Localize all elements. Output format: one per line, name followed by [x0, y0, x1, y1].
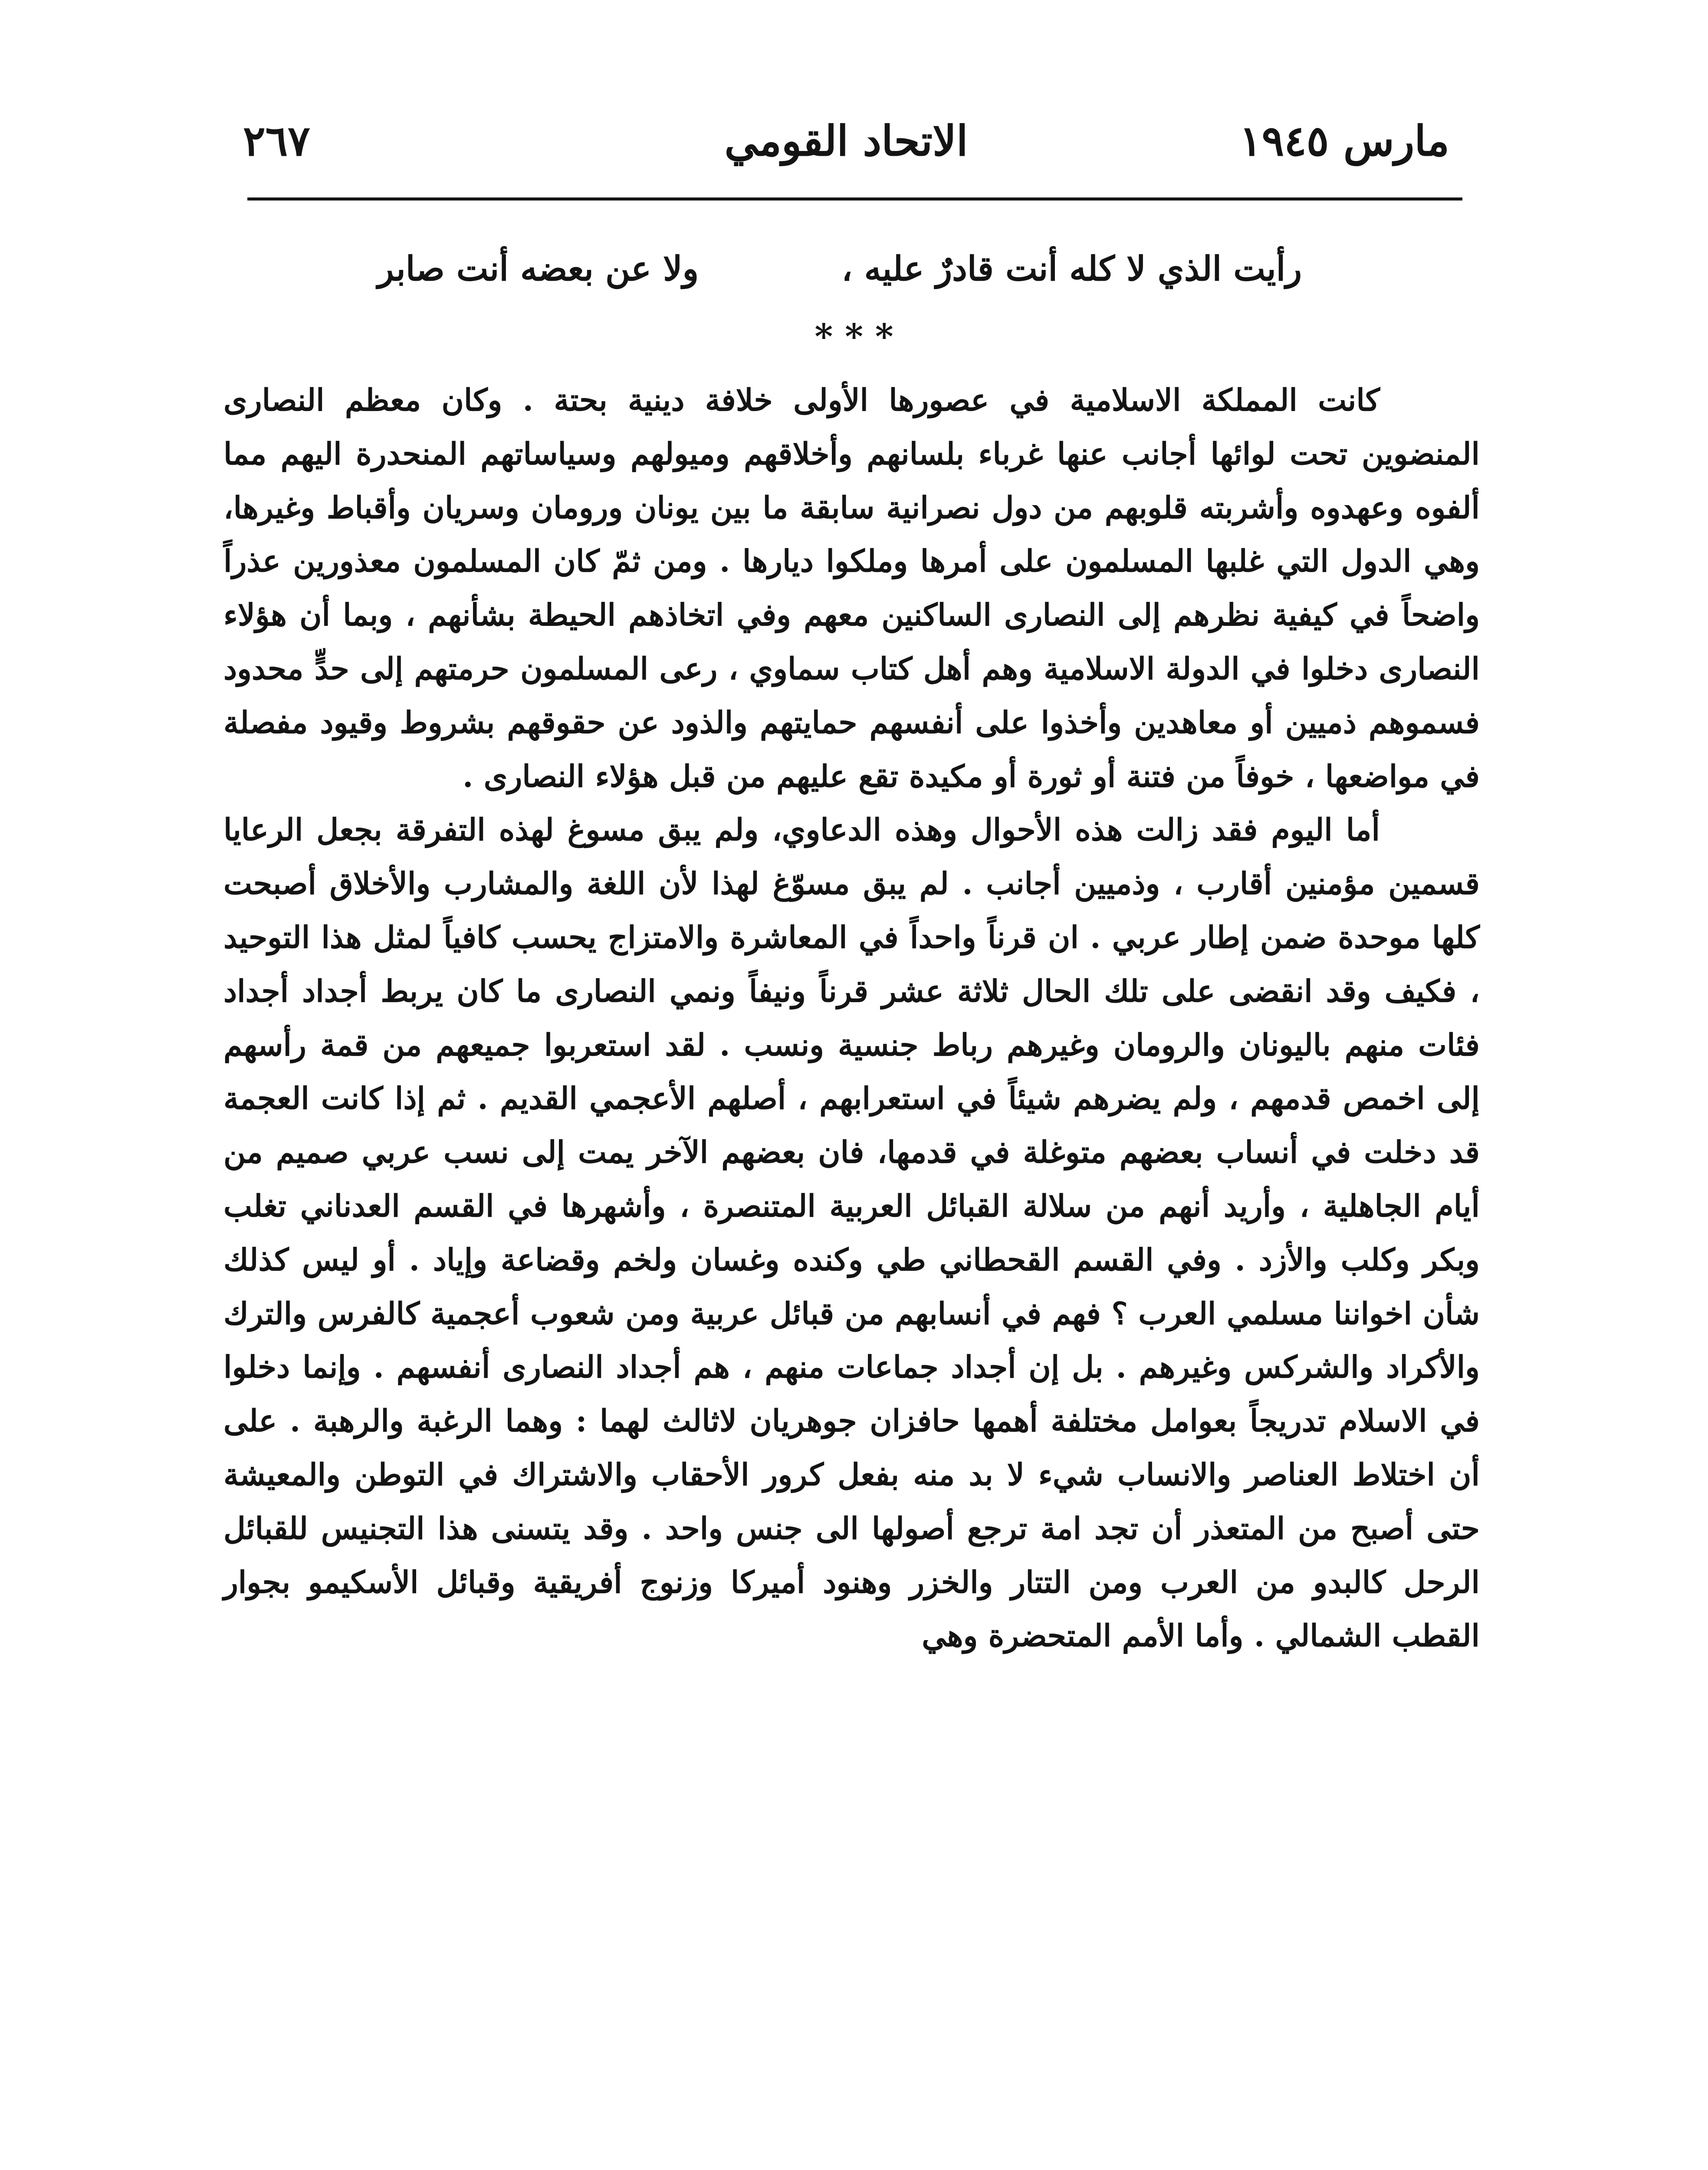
page-number: ٢٦٧ [243, 116, 310, 165]
article-body [223, 373, 1480, 1663]
verse-line [378, 237, 1302, 302]
header-rule [247, 197, 1462, 201]
paragraph: كانت المملكة الاسلامية في عصورها الأولى خلافة دينية بحتة . وكان معظم النصارى المنضوين تحت لوائها أجانب عنها غرباء بلسانهم وأخلاقهم وميولهم وسياساتهم المنحدرة اليهم مما ألفوه وعهدوه وأشربته قلوبهم من دول نصرانية سابقة ما بين يونان ورومان وسريان وأقباط وغيرها، وهي الدول التي غلبها المسلمون على أمرها وملكوا ديارها . ومن ثمّ كان المسلمون معذورين عذراً واضحاً في كيفية نظرهم إلى النصارى الساكنين معهم وفي اتخاذهم الحيطة بشأنهم ، وبما أن هؤلاء النصارى دخلوا في الدولة الاسلامية وهم أهل كتاب سماوي ، رعى المسلمون حرمتهم إلى حدٍّ محدود فسموهم ذميين أو معاهدين وأخذوا على أنفسهم حمايتهم والذود عن حقوقهم بشروط وقيود مفصلة في مواضعها ، خوفاً من فتنة أو ثورة أو مكيدة تقع عليهم من قبل هؤلاء النصارى . [223, 382, 1480, 794]
verse-hemistich-second: ولا عن بعضه أنت صابر [378, 249, 699, 289]
verse-hemistich-first: رأيت الذي لا كله أنت قادرٌ عليه ، [841, 249, 1302, 289]
journal-title: الاتحاد القومي [724, 116, 968, 165]
paragraph: أما اليوم فقد زالت هذه الأحوال وهذه الدعاوي، ولم يبق مسوغ لهذه التفرقة بجعل الرعايا قسمين مؤمنين أقارب ، وذميين أجانب . لم يبق مسوّغ لهذا لأن اللغة والمشارب والأخلاق أصبحت كلها موحدة ضمن إطار عربي . ان قرناً واحداً في المعاشرة والامتزاج يحسب كافياً لمثل هذا التوحيد ، فكيف وقد انقضى على تلك الحال ثلاثة عشر قرناً ونيفاً ونمي النصارى ما كان يربط أجداد أجداد فئات منهم باليونان والرومان وغيرهم رباط جنسية ونسب . لقد استعربوا جميعهم من قمة رأسهم إلى اخمص قدمهم ، ولم يضرهم شيئاً في استعرابهم ، أصلهم الأعجمي القديم . ثم إذا كانت العجمة قد دخلت في أنساب بعضهم متوغلة في قدمها، فان بعضهم الآخر يمت إلى نسب عربي صميم من أيام الجاهلية ، وأريد أنهم من سلالة القبائل العربية المتنصرة ، وأشهرها في القسم العدناني تغلب وبكر وكلب والأزد . وفي القسم القحطاني طي وكنده وغسان ولخم وقضاعة وإياد . أو ليس كذلك شأن اخواننا مسلمي العرب ؟ فهم في أنسابهم من قبائل عربية ومن شعوب أعجمية كالفرس والترك والأكراد والشركس وغيرهم . بل إن أجداد جماعات منهم ، هم أجداد النصارى أنفسهم . وإنما دخلوا في الاسلام تدريجاً بعوامل مختلفة أهمها حافزان جوهريان لاثالث لهما : وهما الرغبة والرهبة . على أن اختلاط العناصر والانساب شيء لا بد منه بفعل كرور الأحقاب والاشتراك في التوطن والمعيشة حتى أصبح من المتعذر أن تجد امة ترجع أصولها الى جنس واحد . وقد يتسنى هذا التجنيس للقبائل الرحل كالبدو من العرب ومن التتار والخزر وهنود أميركا وزنوج أفريقية وقبائل الأسكيمو بجوار القطب الشمالي . وأما الأمم المتحضرة وهي [223, 812, 1480, 1654]
section-separator: * * * [815, 316, 893, 357]
issue-date: مارس ١٩٤٥ [1239, 116, 1449, 165]
running-header [243, 108, 1449, 182]
